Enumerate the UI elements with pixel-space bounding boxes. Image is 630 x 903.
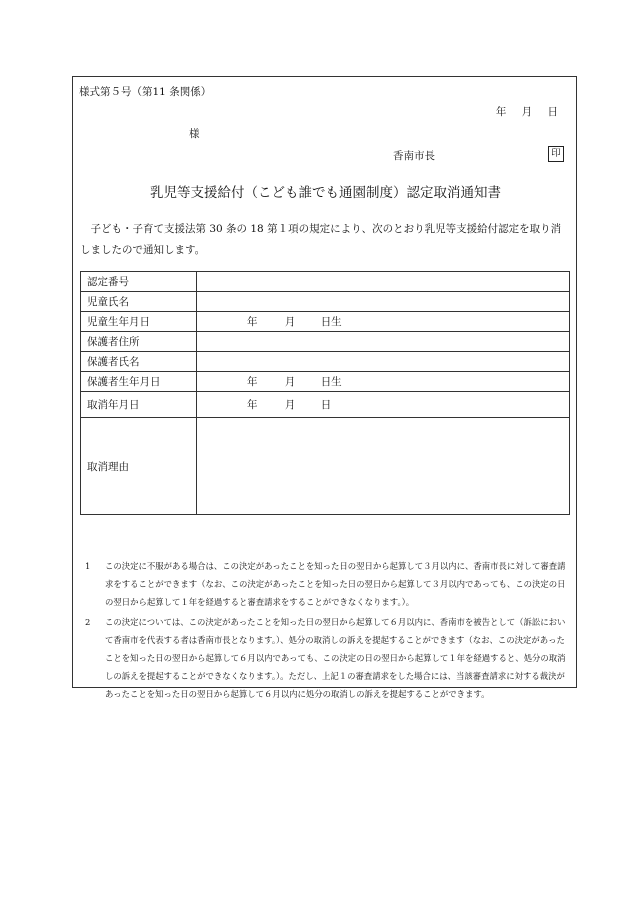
note-text: この決定については、この決定があったことを知った日の翌日から起算して６月以内に、香南市を被告として（訴訟において香南市を代表する者は香南市長となります。）、処分の取消しの訴えを提起することができます（なお、この決定があったことを知った日の翌日から起算して６月以内であっても、この決定の日の翌日から起算して１年を経過すると、処分の取消しの訴えを提起することができなくなります。）。ただし、上記１の審査請求をした場合には、当該審査請求に対する裁決があったことを知った日の翌日から起算して６月以内に処分の取消しの訴えを提起することができます。 (105, 617, 566, 699)
guardian-birthdate-field: 年 月 日生 (197, 372, 570, 392)
issue-year-label: 年 (495, 106, 507, 118)
table-row (81, 272, 570, 292)
table-row (81, 418, 570, 515)
addressee-suffix: 様 (189, 128, 200, 140)
row-label: 保護者氏名 (81, 352, 197, 372)
document-frame (72, 76, 577, 699)
note-text: この決定に不服がある場合は、この決定があったことを知った日の翌日から起算して３月以内に、香南市長に対して審査請求をすることができます（なお、この決定があったことを知った日の翌日から起算して３月以内であっても、この決定の日の翌日から起算して１年を経過すると審査請求をすることができなくなります。）。 (105, 561, 566, 607)
child-birthdate-field: 年 月 日生 (197, 312, 570, 332)
table-row (81, 312, 570, 332)
form-number: 様式第５号（第11 条関係） (79, 86, 212, 98)
row-label: 取消理由 (81, 418, 197, 515)
table-row (81, 332, 570, 352)
note-number: 1 (85, 561, 91, 571)
cancellation-date-field: 年 月 日 (197, 392, 570, 418)
list-item (85, 613, 568, 703)
list-item (85, 557, 568, 611)
table-row (81, 372, 570, 392)
row-label: 児童氏名 (81, 292, 197, 312)
body-paragraph: 子ども・子育て支援法第 30 条の 18 第１項の規定により、次のとおり乳児等支援給付認定を取り消しましたので通知します。 (80, 223, 562, 256)
issuer-name: 香南市長 (393, 150, 435, 162)
row-label: 保護者生年月日 (81, 372, 197, 392)
document-title: 乳児等支援給付（こども誰でも通園制度）認定取消通知書 (150, 185, 501, 201)
issue-day-label: 日 (547, 106, 558, 118)
table-row (81, 292, 570, 312)
row-label: 児童生年月日 (81, 312, 197, 332)
cert-number-field (197, 272, 570, 292)
row-label: 保護者住所 (81, 332, 197, 352)
table-row (81, 392, 570, 418)
certification-table (80, 271, 570, 515)
row-label: 取消年月日 (81, 392, 197, 418)
issue-date-line (484, 104, 558, 119)
cancellation-reason-field (197, 418, 570, 515)
table-row (81, 352, 570, 372)
row-label: 認定番号 (81, 272, 197, 292)
notes-section (85, 557, 568, 705)
child-name-field (197, 292, 570, 312)
issue-month-label: 月 (521, 106, 533, 118)
note-number: 2 (85, 617, 91, 627)
guardian-address-field (197, 332, 570, 352)
seal-mark: 印 (548, 146, 564, 162)
guardian-name-field (197, 352, 570, 372)
